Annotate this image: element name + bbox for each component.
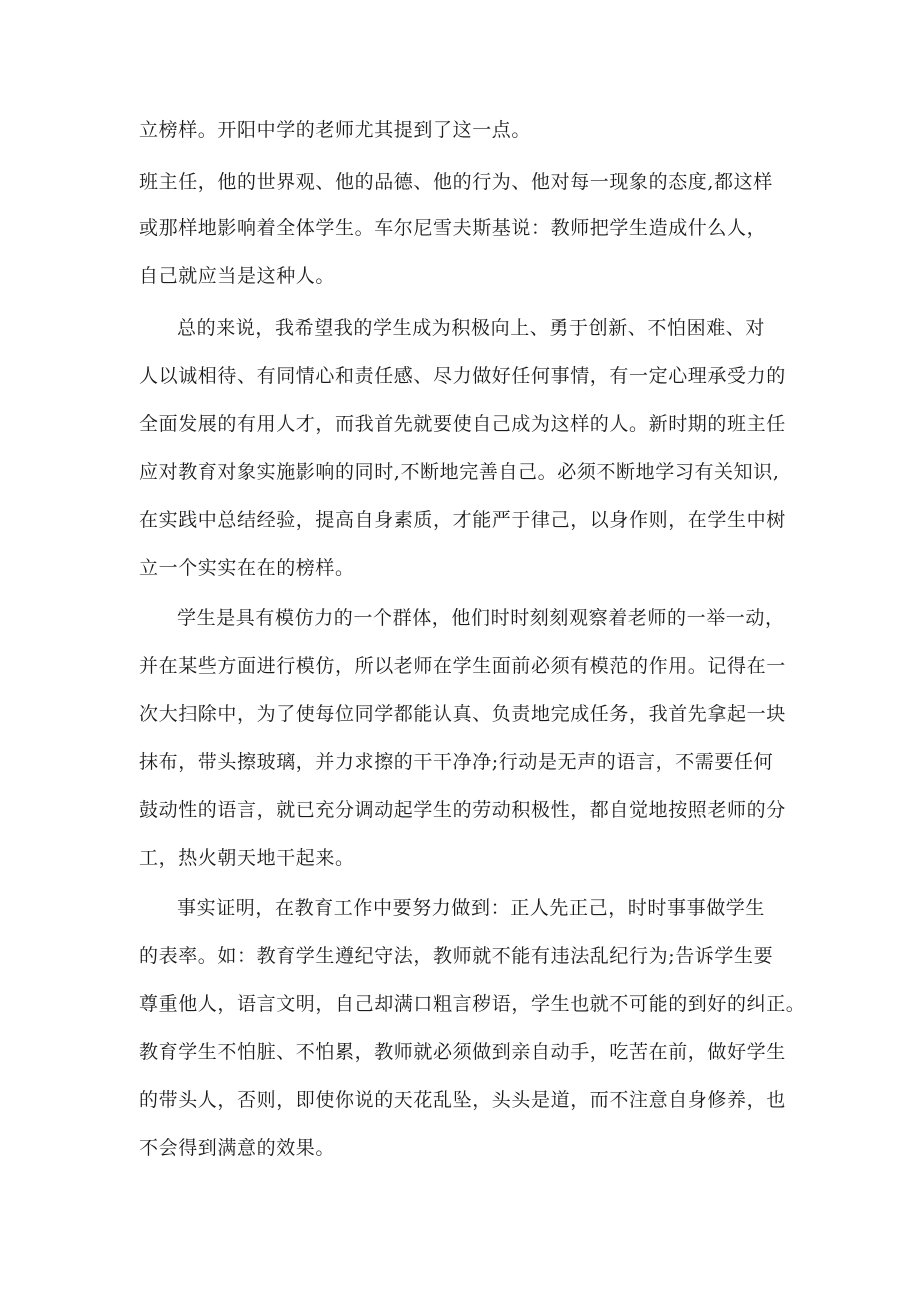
paragraph-2-line-4: 抹布，带头擦玻璃，并力求擦的干干净净;行动是无声的语言，不需要任何 (139, 751, 774, 773)
paragraph-1-line-5: 在实践中总结经验，提高自身素质，才能严于律己，以身作则，在学生中树 (139, 509, 786, 531)
paragraph-2-line-5: 鼓动性的语言，就已充分调动起学生的劳动积极性，都自觉地按照老师的分 (139, 799, 786, 821)
text-line-4: 自己就应当是这种人。 (139, 265, 336, 287)
paragraph-3-line-1: 事实证明，在教育工作中要努力做到：正人先正己，时时事事做学生 (177, 897, 766, 919)
paragraph-2-line-1: 学生是具有模仿力的一个群体，他们时时刻刻观察着老师的一举一动， (177, 607, 785, 629)
paragraph-2-line-2: 并在某些方面进行模仿，所以老师在学生面前必须有模范的作用。记得在一 (139, 655, 786, 677)
paragraph-2-line-3: 次大扫除中，为了使每位同学都能认真、负责地完成任务，我首先拿起一块 (139, 703, 786, 725)
paragraph-3-line-5: 的带头人，否则，即使你说的天花乱坠，头头是道，而不注意自身修养，也 (139, 1089, 786, 1111)
text-line-2: 班主任，他的世界观、他的品德、他的行为、他对每一现象的态度,都这样 (139, 171, 773, 193)
text-line-1: 立榜样。开阳中学的老师尤其提到了这一点。 (139, 119, 532, 141)
paragraph-1-line-2: 人以诚相待、有同情心和责任感、尽力做好任何事情，有一定心理承受力的 (139, 365, 786, 387)
paragraph-1-line-6: 立一个实实在在的榜样。 (139, 557, 355, 579)
text-line-3: 或那样地影响着全体学生。车尔尼雪夫斯基说：教师把学生造成什么人， (139, 217, 767, 239)
paragraph-2-line-6: 工，热火朝天地干起来。 (139, 847, 355, 869)
paragraph-3-line-2: 的表率。如：教育学生遵纪守法，教师就不能有违法乱纪行为;告诉学生要 (139, 945, 774, 967)
paragraph-1-line-4: 应对教育对象实施影响的同时,不断地完善自己。必须不断地学习有关知识, (139, 461, 780, 483)
paragraph-3-line-6: 不会得到满意的效果。 (139, 1137, 336, 1159)
paragraph-3-line-4: 教育学生不怕脏、不怕累，教师就必须做到亲自动手，吃苦在前，做好学生 (139, 1041, 786, 1063)
paragraph-1-line-3: 全面发展的有用人才，而我首先就要使自己成为这样的人。新时期的班主任 (139, 413, 786, 435)
paragraph-1-line-1: 总的来说，我希望我的学生成为积极向上、勇于创新、不怕困难、对 (177, 317, 766, 339)
paragraph-3-line-3: 尊重他人，语言文明，自己却满口粗言秽语，学生也就不可能的到好的纠正。 (139, 993, 806, 1015)
